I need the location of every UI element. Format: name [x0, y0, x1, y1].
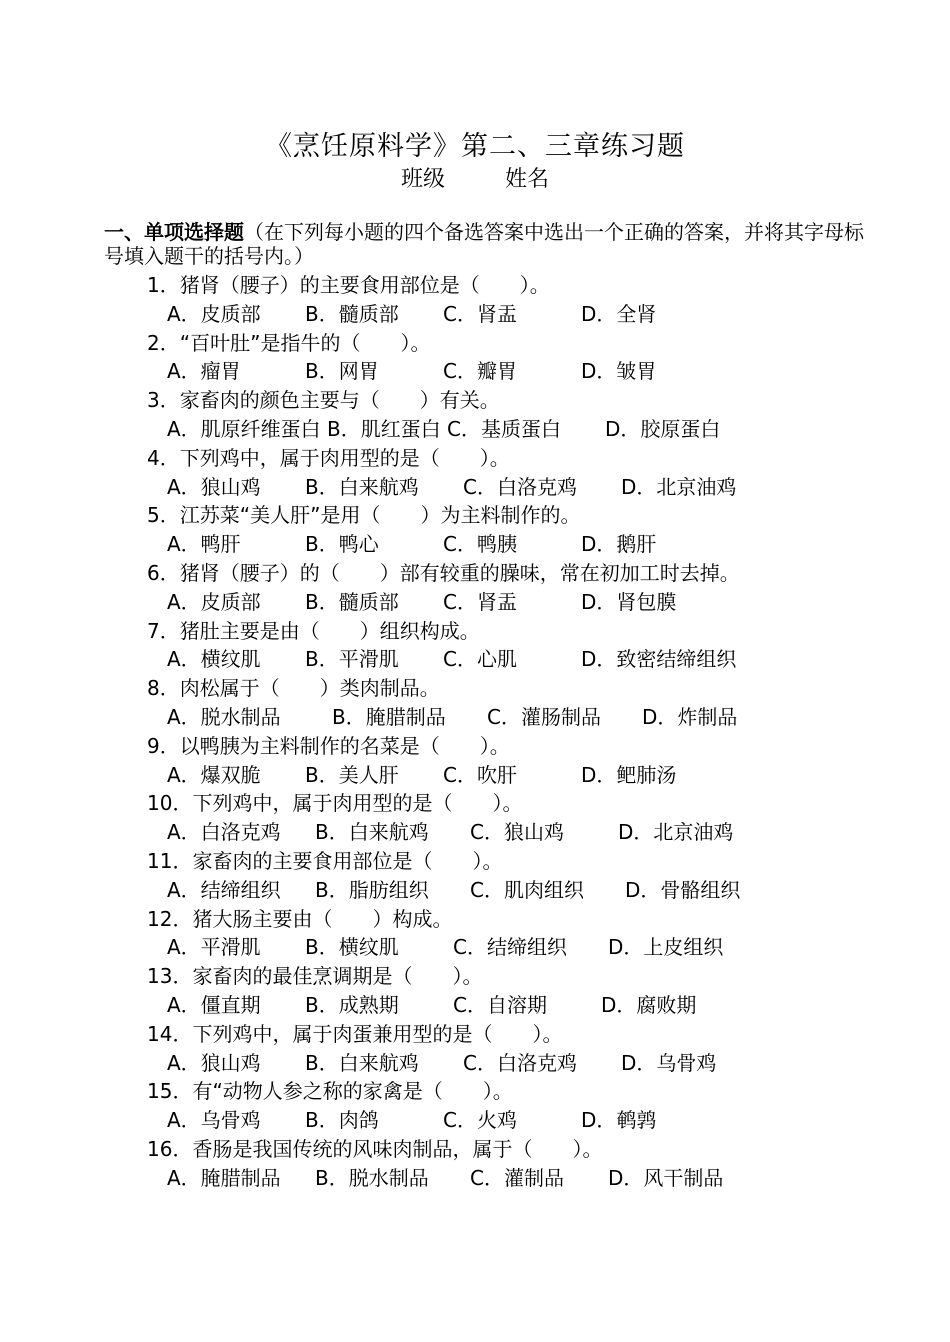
- question-stem: 8．肉松属于（ ）类肉制品。: [147, 676, 440, 701]
- option-a: A．脱水制品: [167, 704, 281, 729]
- option-a: A．白洛克鸡: [167, 820, 281, 845]
- option-d: D．全肾: [581, 301, 657, 326]
- class-label: 班级: [400, 167, 445, 192]
- question-options: [147, 415, 867, 444]
- option-d: D．北京油鸡: [621, 474, 737, 499]
- option-b: B．白来航鸡: [315, 820, 429, 845]
- option-d: D．乌骨鸡: [621, 1050, 717, 1075]
- option-b: B．美人肝: [305, 762, 399, 787]
- student-info-line: [0, 165, 950, 195]
- question-stem: 11．家畜肉的主要食用部位是（ ）。: [147, 848, 503, 873]
- option-d: D．肾包膜: [581, 589, 677, 614]
- option-b: B．脱水制品: [315, 1165, 429, 1190]
- option-a: A．鸭肝: [167, 532, 241, 557]
- question-stem: 14．下列鸡中，属于肉蛋兼用型的是（ ）。: [147, 1021, 563, 1046]
- option-b: B．横纹肌: [305, 935, 399, 960]
- question-stem: 1．猪肾（腰子）的主要食用部位是（ ）。: [147, 273, 550, 297]
- option-b: B．髓质部: [305, 301, 399, 326]
- question-options: [147, 818, 867, 847]
- name-label: 姓名: [505, 167, 550, 192]
- option-d: D．致密结缔组织: [581, 647, 737, 672]
- option-a: A．肌原纤维蛋白: [167, 416, 321, 441]
- option-d: D．鹅肝: [581, 532, 657, 557]
- option-c: C．肌肉组织: [470, 877, 584, 902]
- option-c: C．火鸡: [443, 1108, 517, 1133]
- option-b: B．肌红蛋白: [327, 416, 441, 441]
- section-note: （在下列每小题的四个备选答案中选出一个正确的答案，并将其字母标号填入题干的括号内。）: [104, 220, 864, 268]
- question-options: [147, 933, 867, 962]
- option-a: A．狼山鸡: [167, 474, 261, 499]
- question-options: [147, 1106, 867, 1135]
- option-d: D．骨骼组织: [625, 877, 741, 902]
- option-c: C．狼山鸡: [470, 820, 564, 845]
- question-options: [147, 588, 867, 617]
- option-d: D．上皮组织: [608, 935, 724, 960]
- option-a: A．腌腊制品: [167, 1165, 281, 1190]
- question-options: [147, 1049, 867, 1078]
- option-b: B．白来航鸡: [305, 474, 419, 499]
- option-c: C．灌肠制品: [487, 704, 601, 729]
- document-title: 《烹饪原料学》第二、三章练习题: [265, 131, 685, 162]
- option-d: D．腐败期: [601, 992, 697, 1017]
- question-options: [147, 530, 867, 559]
- option-c: C．结缔组织: [453, 935, 567, 960]
- question-options: [147, 1164, 867, 1193]
- option-b: B．腌腊制品: [332, 704, 446, 729]
- option-a: A．皮质部: [167, 301, 261, 326]
- option-c: C．鸭胰: [443, 532, 517, 557]
- option-b: B．脂肪组织: [315, 877, 429, 902]
- option-d: D．皱胃: [581, 359, 657, 384]
- question-options: [147, 991, 867, 1020]
- option-c: C．白洛克鸡: [463, 1050, 577, 1075]
- option-a: A．结缔组织: [167, 877, 281, 902]
- option-d: D．风干制品: [608, 1165, 724, 1190]
- option-c: C．肾盂: [443, 589, 517, 614]
- question-options: [147, 761, 867, 790]
- option-d: D．北京油鸡: [618, 820, 734, 845]
- section-heading: 一、单项选择题: [104, 220, 244, 244]
- option-b: B．肉鸽: [305, 1108, 379, 1133]
- question-list: [147, 271, 867, 1193]
- question-options: [147, 703, 867, 732]
- option-b: B．髓质部: [305, 589, 399, 614]
- question-options: [147, 876, 867, 905]
- option-c: C．基质蛋白: [447, 416, 561, 441]
- option-a: A．僵直期: [167, 992, 261, 1017]
- question-stem: 3．家畜肉的颜色主要与（ ）有关。: [147, 388, 500, 413]
- question-stem: 9．以鸭胰为主料制作的名菜是（ ）。: [147, 733, 510, 758]
- question-stem: 7．猪肚主要是由（ ）组织构成。: [147, 618, 480, 643]
- question-options: [147, 357, 867, 386]
- question-options: [147, 645, 867, 674]
- option-a: A．瘤胃: [167, 359, 241, 384]
- option-b: B．成熟期: [305, 992, 399, 1017]
- option-d: D．胶原蛋白: [605, 416, 721, 441]
- option-a: A．乌骨鸡: [167, 1108, 261, 1133]
- question-stem: 15．有“动物人参之称的家禽是（ ）。: [147, 1079, 513, 1104]
- question-options: [147, 473, 867, 502]
- question-stem: 13．家畜肉的最佳烹调期是（ ）。: [147, 964, 483, 989]
- option-b: B．白来航鸡: [305, 1050, 419, 1075]
- option-d: D．炸制品: [642, 704, 738, 729]
- option-c: C．白洛克鸡: [463, 474, 577, 499]
- option-c: C．灌制品: [470, 1165, 564, 1190]
- option-b: B．平滑肌: [305, 647, 399, 672]
- option-c: C．瓣胃: [443, 359, 517, 384]
- option-d: D．鹌鹑: [581, 1108, 657, 1133]
- option-a: A．爆双脆: [167, 762, 261, 787]
- question-stem: 16．香肠是我国传统的风味肉制品，属于（ ）。: [147, 1136, 603, 1161]
- question-stem: 6．猪肾（腰子）的（ ）部有较重的臊味，常在初加工时去掉。: [147, 560, 740, 585]
- option-c: C．自溶期: [453, 992, 547, 1017]
- option-a: A．平滑肌: [167, 935, 261, 960]
- question-options: [147, 300, 867, 329]
- question-stem: 4．下列鸡中，属于肉用型的是（ ）。: [147, 445, 510, 470]
- question-stem: 12．猪大肠主要由（ ）构成。: [147, 906, 453, 931]
- question-stem: 2．“百叶肚”是指牛的（ ）。: [147, 330, 431, 355]
- option-b: B．网胃: [305, 359, 379, 384]
- option-a: A．狼山鸡: [167, 1050, 261, 1075]
- section-instruction: [104, 220, 864, 268]
- option-c: C．肾盂: [443, 301, 517, 326]
- option-c: C．吹肝: [443, 762, 517, 787]
- question-stem: 5．江苏菜“美人肝”是用（ ）为主料制作的。: [147, 503, 581, 528]
- option-c: C．心肌: [443, 647, 517, 672]
- option-d: D．鲃肺汤: [581, 762, 677, 787]
- option-b: B．鸭心: [305, 532, 379, 557]
- option-a: A．横纹肌: [167, 647, 261, 672]
- option-a: A．皮质部: [167, 589, 261, 614]
- question-stem: 10．下列鸡中，属于肉用型的是（ ）。: [147, 791, 523, 816]
